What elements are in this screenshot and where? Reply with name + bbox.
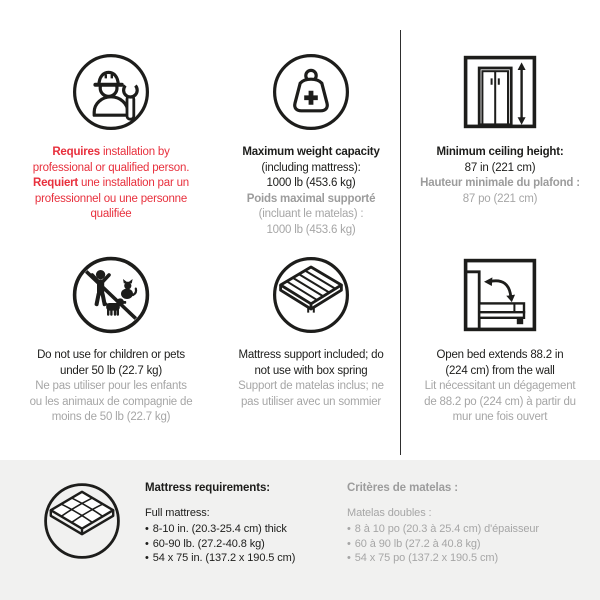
mattress-req-sub-en: Full mattress: xyxy=(145,507,210,519)
support-en-line1: Mattress support included; do xyxy=(238,349,384,361)
ceiling-en-bold: Minimum ceiling height: xyxy=(436,146,564,158)
children-en-line2: under 50 lb (22.7 kg) xyxy=(60,364,162,377)
bullet-icon: • xyxy=(145,523,149,535)
ceiling-fr-bold: Hauteur minimale du plafond : xyxy=(420,177,580,189)
install-en-line2: professional or qualified person. xyxy=(32,161,190,174)
mattress-req-sub-fr: Matelas doubles : xyxy=(347,507,432,519)
mattress-req-english xyxy=(145,481,347,566)
mattress-req-bullet-fr xyxy=(347,522,539,537)
support-fr-line2: pas utiliser avec un sommier xyxy=(240,395,382,408)
bullet-icon: • xyxy=(347,523,351,535)
spec-weight-text xyxy=(242,145,379,238)
weight-en-line2: (including mattress): xyxy=(261,161,361,174)
openbed-fr-line1: Lit nécessitant un dégagement xyxy=(424,380,576,392)
weight-fr-line2: (incluant le matelas) : xyxy=(258,208,364,220)
spec-openbed-text xyxy=(424,348,576,426)
install-fr-line1: une installation par un xyxy=(78,177,189,189)
openbed-fr-line3: mur une fois ouvert xyxy=(452,411,548,423)
openbed-en-line1: Open bed extends 88.2 in xyxy=(436,349,564,361)
install-fr-line3: qualifiée xyxy=(90,208,132,220)
spec-ceiling-text xyxy=(420,145,580,207)
mattress-req-bullet-en xyxy=(145,537,347,552)
mattress-req-french xyxy=(347,481,539,566)
mattress-support-icon xyxy=(271,255,351,335)
bullet-en-size: 54 x 75 in. (137.2 x 190.5 cm) xyxy=(152,552,296,564)
mattress-req-title-fr: Critères de matelas : xyxy=(347,482,459,494)
no-children-pets-icon xyxy=(71,255,151,335)
support-en-line2: not use with box spring xyxy=(254,364,368,377)
install-en-line1: installation by xyxy=(99,146,170,158)
mattress-req-title-en: Mattress requirements: xyxy=(145,482,270,494)
weight-en-bold: Maximum weight capacity xyxy=(242,146,380,158)
open-bed-icon xyxy=(460,255,540,335)
children-fr-line1: Ne pas utiliser pour les enfants xyxy=(35,380,187,392)
spec-install-text xyxy=(33,145,189,223)
support-fr-line1: Support de matelas inclus; ne xyxy=(238,380,384,392)
spec-support-text xyxy=(238,348,384,410)
spec-row-2 xyxy=(0,255,600,426)
children-en-line1: Do not use for children or pets xyxy=(37,349,185,361)
mattress-requirements-section xyxy=(0,460,600,600)
weight-en-line3: 1000 lb (453.6 kg) xyxy=(266,177,356,189)
spec-children xyxy=(0,255,222,426)
bullet-fr-size: 54 x 75 po (137.2 x 190.5 cm) xyxy=(354,552,499,564)
spec-children-text xyxy=(30,348,193,426)
weight-capacity-icon xyxy=(271,52,351,132)
bullet-en-weight: 60-90 lb. (27.2-40.8 kg) xyxy=(152,537,265,550)
ceiling-height-icon xyxy=(460,52,540,132)
weight-fr-line3: 1000 lb (453.6 kg) xyxy=(266,223,356,236)
install-fr-line2: professionnel ou une personne xyxy=(34,192,188,205)
bullet-icon: • xyxy=(347,537,351,550)
children-fr-line3: moins de 50 lb (22.7 kg) xyxy=(51,411,171,423)
bullet-icon: • xyxy=(145,552,149,564)
spec-weight xyxy=(222,52,400,255)
installer-icon xyxy=(71,52,151,132)
bullet-fr-thickness: 8 à 10 po (20.3 à 25.4 cm) d'épaisseur xyxy=(354,523,539,535)
spec-row-1 xyxy=(0,52,600,255)
spec-support xyxy=(222,255,400,426)
mattress-icon xyxy=(42,481,122,561)
ceiling-en-line2: 87 in (221 cm) xyxy=(464,161,536,174)
openbed-en-line2: (224 cm) from the wall xyxy=(445,364,555,377)
mattress-req-bullet-fr xyxy=(347,537,539,552)
vertical-divider xyxy=(400,30,401,455)
bullet-fr-weight: 60 à 90 lb (27.2 à 40.8 kg) xyxy=(354,537,481,550)
bullet-icon: • xyxy=(347,552,351,564)
spec-install xyxy=(0,52,222,255)
openbed-fr-line2: de 88.2 po (224 cm) à partir du xyxy=(424,395,576,408)
ceiling-fr-line2: 87 po (221 cm) xyxy=(462,192,538,205)
mattress-req-bullet-fr xyxy=(347,551,539,566)
spec-ceiling xyxy=(400,52,600,255)
children-fr-line2: ou les animaux de compagnie de xyxy=(29,395,193,408)
mattress-req-bullet-en xyxy=(145,551,347,566)
install-en-bold: Requires xyxy=(52,146,100,158)
bullet-icon: • xyxy=(145,537,149,550)
weight-fr-bold: Poids maximal supporté xyxy=(246,192,376,205)
spec-openbed xyxy=(400,255,600,426)
bullet-en-thickness: 8-10 in. (20.3-25.4 cm) thick xyxy=(152,523,287,535)
install-fr-bold: Requiert xyxy=(33,177,79,189)
mattress-req-bullet-en xyxy=(145,522,347,537)
